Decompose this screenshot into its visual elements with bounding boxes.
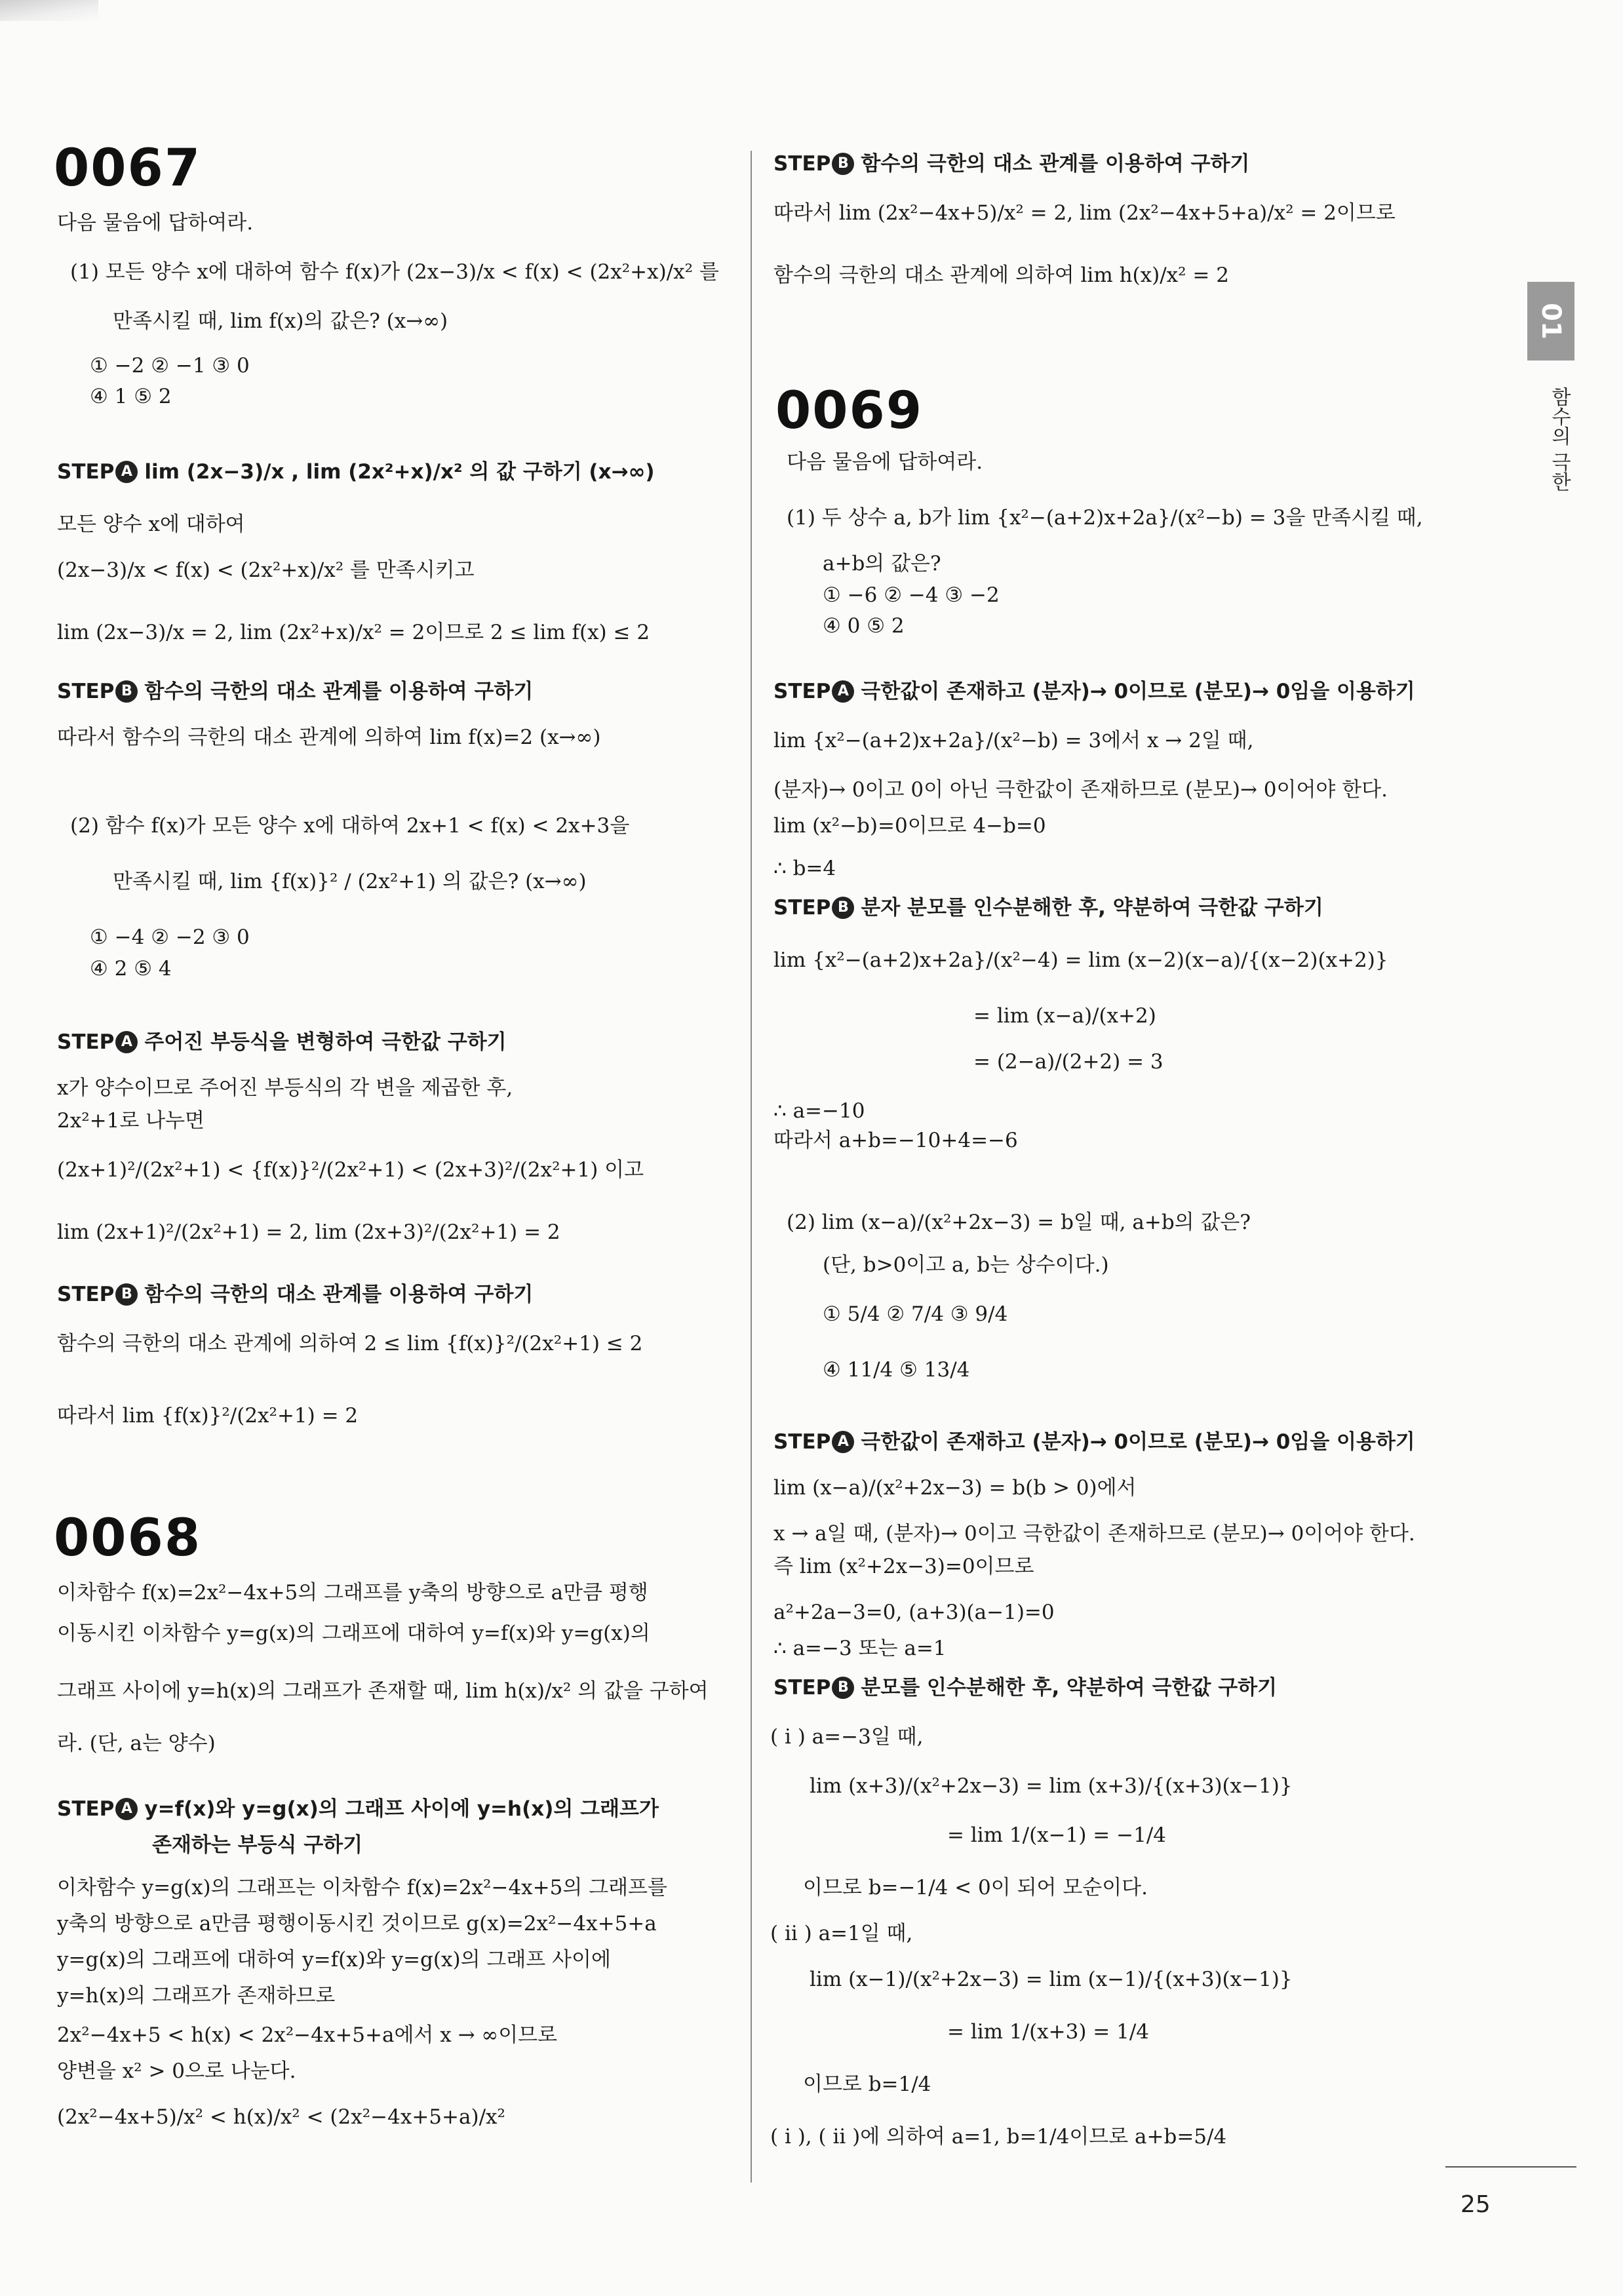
step-label: STEP: [57, 460, 115, 484]
solution-line: lim (x−a)/(x²+2x−3) = b(b > 0)에서: [773, 1476, 1137, 1500]
choices-row-1: ① −4 ② −2 ③ 0: [90, 925, 250, 949]
step-b-heading: [57, 678, 533, 706]
step-a-badge: A: [832, 680, 854, 703]
solution-line: x → a일 때, (분자)→ 0이고 극한값이 존재하므로 (분모)→ 0이어야 한다.: [773, 1522, 1415, 1546]
solution-line: = (2−a)/(2+2) = 3: [973, 1050, 1163, 1074]
solution-line: 즉 lim (x²+2x−3)=0이므로: [773, 1555, 1034, 1578]
solution-line: 따라서 함수의 극한의 대소 관계에 의하여 lim f(x)=2 (x→∞): [57, 726, 601, 749]
step-b-badge: B: [115, 1283, 138, 1306]
solution-line: ( ii ) a=1일 때,: [770, 1922, 913, 1945]
step-a-title: 극한값이 존재하고 (분자)→ 0이므로 (분모)→ 0임을 이용하기: [861, 680, 1415, 703]
step-b-badge: B: [832, 1677, 854, 1699]
question-2-line-1: (2) lim (x−a)/(x²+2x−3) = b일 때, a+b의 값은?: [787, 1211, 1251, 1234]
solution-line: 2x²+1로 나누면: [57, 1109, 205, 1133]
step-b-title: 함수의 극한의 대소 관계를 이용하여 구하기: [144, 680, 534, 703]
problem-line: 라. (단, a는 양수): [57, 1732, 216, 1755]
question-1-line-1: (1) 모든 양수 x에 대하여 함수 f(x)가 (2x−3)/x < f(x) < (2x²+x)/x² 를: [70, 260, 719, 284]
step-a-title: y=f(x)와 y=g(x)의 그래프 사이에 y=h(x)의 그래프가: [144, 1797, 659, 1821]
solution-line: lim (2x+1)²/(2x²+1) = 2, lim (2x+3)²/(2x²+1) = 2: [57, 1220, 560, 1244]
solution-line: ∴ a=−3 또는 a=1: [773, 1637, 947, 1660]
chapter-tab-number: 01: [1535, 303, 1566, 340]
column-divider: [751, 151, 752, 2183]
choices-row-1: ① 5/4 ② 7/4 ③ 9/4: [823, 1302, 1008, 1326]
choices-row-2: ④ 1 ⑤ 2: [90, 385, 172, 408]
question-1-line-1: (1) 두 상수 a, b가 lim {x²−(a+2)x+2a}/(x²−b) = 3을 만족시킬 때,: [787, 506, 1423, 530]
solution-line: (2x−3)/x < f(x) < (2x²+x)/x² 를 만족시키고: [57, 558, 475, 582]
solution-line: = lim 1/(x−1) = −1/4: [947, 1823, 1166, 1847]
solution-line: lim (x−1)/(x²+2x−3) = lim (x−1)/{(x+3)(x−1)}: [810, 1968, 1293, 1991]
step-a-badge: A: [115, 1031, 138, 1053]
step-a-title-cont: 존재하는 부등식 구하기: [152, 1833, 363, 1857]
instruction: 다음 물음에 답하여라.: [57, 211, 254, 235]
solution-line: (분자)→ 0이고 0이 아닌 극한값이 존재하므로 (분모)→ 0이어야 한다.: [773, 778, 1388, 802]
instruction: 다음 물음에 답하여라.: [787, 450, 983, 474]
step-b-title: 분모를 인수분해한 후, 약분하여 극한값 구하기: [861, 1676, 1278, 1700]
question-1-line-2: a+b의 값은?: [823, 552, 941, 575]
problem-line: 이차함수 f(x)=2x²−4x+5의 그래프를 y축의 방향으로 a만큼 평행: [57, 1581, 648, 1605]
step-b-heading: [57, 1281, 533, 1309]
step-label: STEP: [57, 680, 115, 703]
solution-line: 이므로 b=1/4: [803, 2072, 931, 2096]
step-label: STEP: [773, 1430, 831, 1454]
step-a-heading: [773, 1429, 1415, 1456]
page-number-rule: [1445, 2166, 1576, 2168]
step-a-heading: [773, 678, 1415, 706]
step-a-badge: A: [115, 1798, 138, 1820]
step-label: STEP: [773, 896, 831, 920]
solution-line: y=g(x)의 그래프에 대하여 y=f(x)와 y=g(x)의 그래프 사이에: [57, 1948, 611, 1972]
solution-line: ∴ b=4: [773, 857, 836, 880]
step-a-title: 극한값이 존재하고 (분자)→ 0이므로 (분모)→ 0임을 이용하기: [861, 1430, 1415, 1454]
chapter-tab: [1527, 282, 1574, 360]
solution-line: lim (2x−3)/x = 2, lim (2x²+x)/x² = 2이므로 2 ≤ lim f(x) ≤ 2: [57, 621, 650, 644]
solution-line: (2x²−4x+5)/x² < h(x)/x² < (2x²−4x+5+a)/x²: [57, 2105, 505, 2129]
solution-line: lim (x+3)/(x²+2x−3) = lim (x+3)/{(x+3)(x−1)}: [810, 1774, 1293, 1798]
solution-line: 따라서 lim {f(x)}²/(2x²+1) = 2: [57, 1404, 359, 1428]
choices-row-1: ① −6 ② −4 ③ −2: [823, 583, 1000, 607]
step-b-badge: B: [832, 897, 854, 919]
solution-line: 이차함수 y=g(x)의 그래프는 이차함수 f(x)=2x²−4x+5의 그래프를: [57, 1876, 667, 1899]
problem-number-0069: 0069: [775, 381, 924, 440]
solution-line: x가 양수이므로 주어진 부등식의 각 변을 제곱한 후,: [57, 1076, 513, 1100]
solution-line: 이므로 b=−1/4 < 0이 되어 모순이다.: [803, 1876, 1148, 1899]
step-b-badge: B: [832, 153, 854, 175]
solution-line: 따라서 a+b=−10+4=−6: [773, 1129, 1018, 1152]
solution-line: a²+2a−3=0, (a+3)(a−1)=0: [773, 1601, 1055, 1624]
solution-line: y=h(x)의 그래프가 존재하므로: [57, 1984, 336, 2008]
scan-corner-shadow: [0, 0, 98, 21]
step-a-heading: [57, 1029, 507, 1057]
chapter-title: 함수의 극한: [1548, 387, 1571, 492]
solution-line: ( i ) a=−3일 때,: [770, 1725, 924, 1749]
choices-row-2: ④ 11/4 ⑤ 13/4: [823, 1358, 970, 1382]
step-b-heading: [773, 895, 1323, 922]
question-2-line-1: (2) 함수 f(x)가 모든 양수 x에 대하여 2x+1 < f(x) < 2x+3을: [70, 814, 630, 838]
problem-line: 이동시킨 이차함수 y=g(x)의 그래프에 대하여 y=f(x)와 y=g(x)의: [57, 1622, 650, 1645]
step-a-title: lim (2x−3)/x , lim (2x²+x)/x² 의 값 구하기 (x→∞): [144, 460, 655, 484]
step-b-heading: [773, 151, 1249, 178]
step-label: STEP: [773, 1676, 831, 1700]
solution-line: 양변을 x² > 0으로 나눈다.: [57, 2059, 296, 2083]
choices-row-2: ④ 0 ⑤ 2: [823, 614, 905, 638]
step-a-heading: [57, 459, 655, 486]
question-2-line-2: (단, b>0이고 a, b는 상수이다.): [823, 1253, 1109, 1277]
solution-line: lim {x²−(a+2)x+2a}/(x²−b) = 3에서 x → 2일 때,: [773, 729, 1254, 752]
step-label: STEP: [57, 1797, 115, 1821]
step-label: STEP: [57, 1030, 115, 1054]
step-b-title: 함수의 극한의 대소 관계를 이용하여 구하기: [144, 1283, 534, 1306]
page-number: 25: [1460, 2191, 1491, 2218]
solution-line: = lim (x−a)/(x+2): [973, 1004, 1156, 1028]
question-1-line-2: 만족시킬 때, lim f(x)의 값은? (x→∞): [113, 309, 448, 333]
solution-line: lim {x²−(a+2)x+2a}/(x²−4) = lim (x−2)(x−a)/{(x−2)(x+2)}: [773, 948, 1388, 972]
step-a-badge: A: [832, 1431, 854, 1453]
solution-line: (2x+1)²/(2x²+1) < {f(x)}²/(2x²+1) < (2x+3)²/(2x²+1) 이고: [57, 1158, 644, 1182]
solution-line: y축의 방향으로 a만큼 평행이동시킨 것이므로 g(x)=2x²−4x+5+a: [57, 1912, 657, 1936]
solution-line: ∴ a=−10: [773, 1099, 865, 1123]
step-label: STEP: [773, 152, 831, 176]
problem-number-0067: 0067: [54, 139, 202, 198]
solution-line: 함수의 극한의 대소 관계에 의하여 lim h(x)/x² = 2: [773, 263, 1229, 287]
step-b-heading: [773, 1675, 1277, 1702]
step-label: STEP: [773, 680, 831, 703]
step-a-heading: [57, 1796, 659, 1823]
solution-line: 2x²−4x+5 < h(x) < 2x²−4x+5+a에서 x → ∞이므로: [57, 2023, 558, 2047]
solution-line: 함수의 극한의 대소 관계에 의하여 2 ≤ lim {f(x)}²/(2x²+1) ≤ 2: [57, 1332, 643, 1355]
step-a-badge: A: [115, 461, 138, 483]
problem-number-0068: 0068: [54, 1509, 202, 1568]
step-label: STEP: [57, 1283, 115, 1306]
step-b-badge: B: [115, 680, 138, 703]
problem-line: 그래프 사이에 y=h(x)의 그래프가 존재할 때, lim h(x)/x² 의 값을 구하여: [57, 1679, 709, 1703]
step-a-title: 주어진 부등식을 변형하여 극한값 구하기: [144, 1030, 507, 1054]
choices-row-1: ① −2 ② −1 ③ 0: [90, 354, 250, 378]
solution-line: 따라서 lim (2x²−4x+5)/x² = 2, lim (2x²−4x+5+a)/x² = 2이므로: [773, 201, 1396, 225]
solution-line: = lim 1/(x+3) = 1/4: [947, 2020, 1150, 2044]
solution-line: 모든 양수 x에 대하여: [57, 513, 245, 536]
solution-line: ( i ), ( ii )에 의하여 a=1, b=1/4이므로 a+b=5/4: [770, 2125, 1227, 2149]
step-b-title: 분자 분모를 인수분해한 후, 약분하여 극한값 구하기: [861, 896, 1323, 920]
step-b-title: 함수의 극한의 대소 관계를 이용하여 구하기: [861, 152, 1250, 176]
question-2-line-2: 만족시킬 때, lim {f(x)}² / (2x²+1) 의 값은? (x→∞): [113, 870, 587, 893]
choices-row-2: ④ 2 ⑤ 4: [90, 957, 172, 981]
solution-line: lim (x²−b)=0이므로 4−b=0: [773, 814, 1046, 838]
